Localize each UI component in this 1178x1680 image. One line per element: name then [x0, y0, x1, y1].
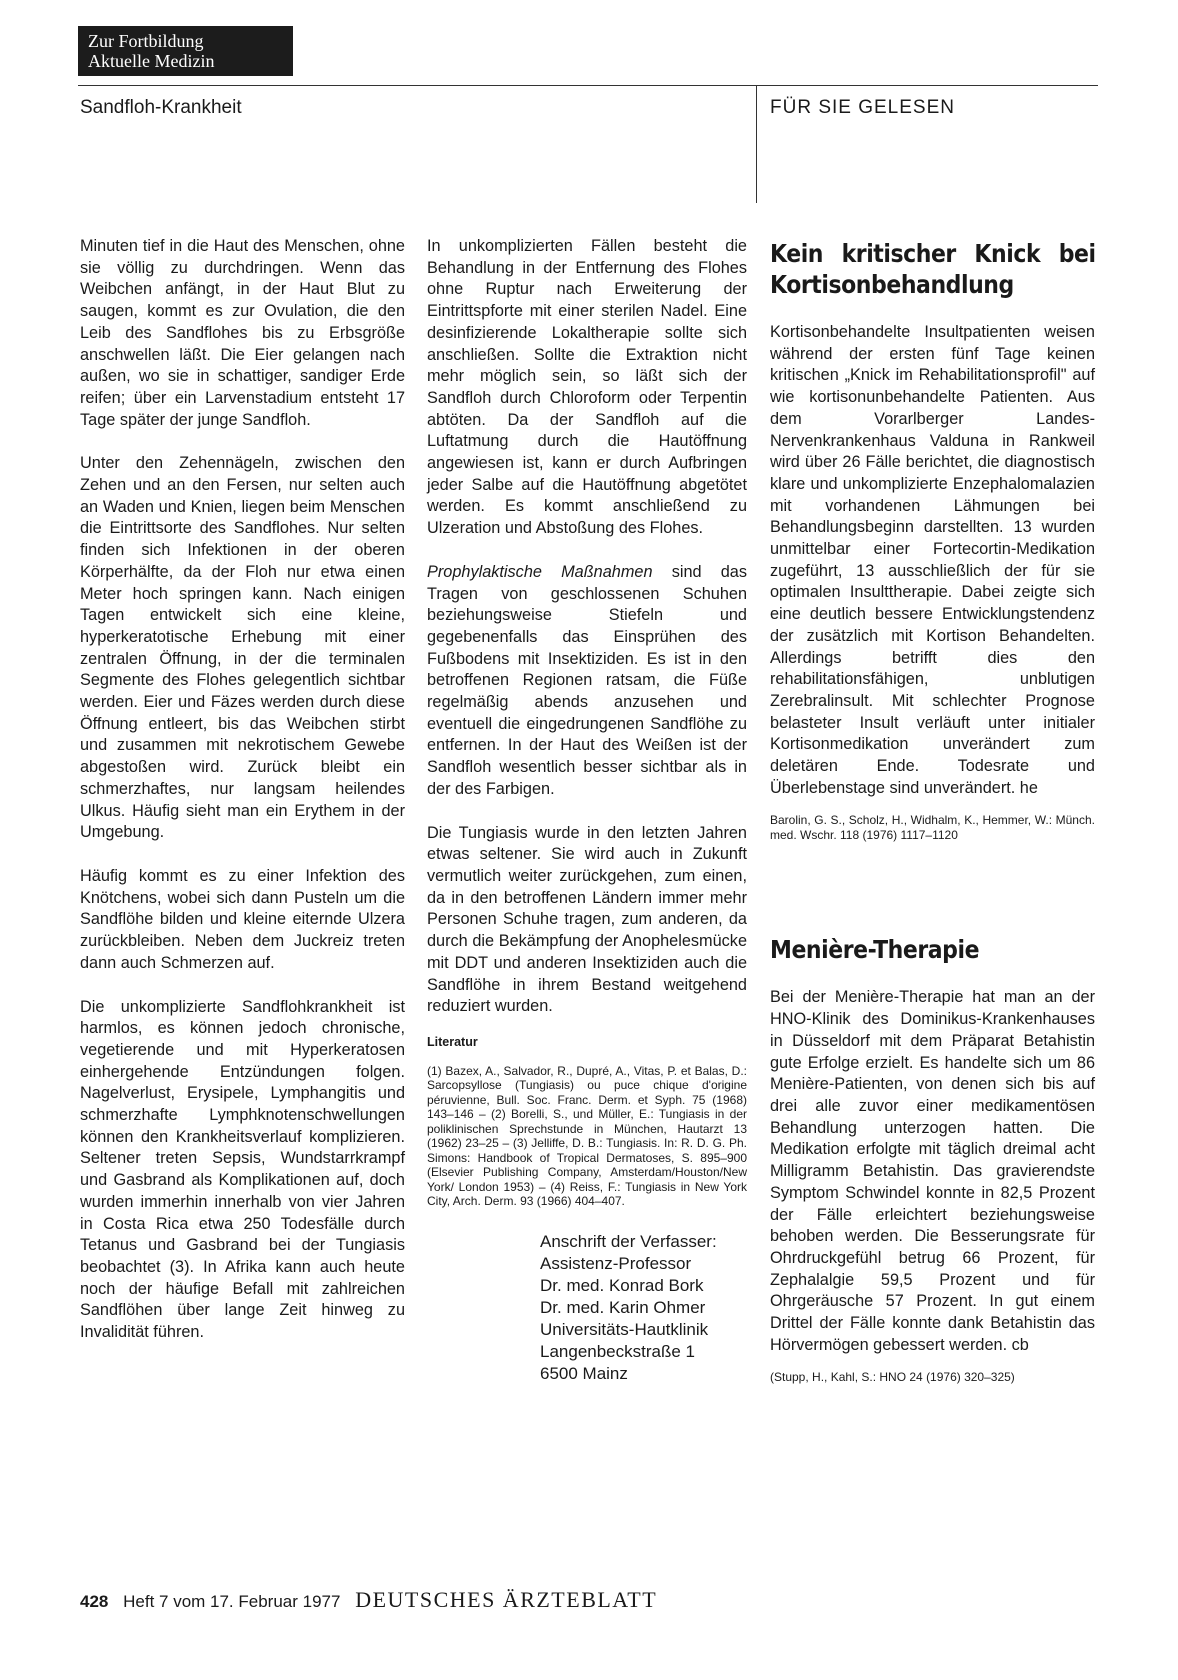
address-line: Dr. med. Karin Ohmer [540, 1297, 706, 1317]
article-column-3 [770, 238, 1095, 1407]
address-line: Anschrift der Verfasser: [540, 1231, 717, 1251]
address-line: Dr. med. Konrad Bork [540, 1275, 704, 1295]
address-line: Langenbeckstraße 1 [540, 1341, 695, 1361]
page-number: 428 [80, 1592, 109, 1611]
reference: (Stupp, H., Kahl, S.: HNO 24 (1976) 320–325) [770, 1370, 1015, 1385]
section-title: Sandfloh-Krankheit [80, 97, 242, 118]
address-line: Assistenz-Professor [540, 1253, 692, 1273]
journal-name: DEUTSCHES ÄRZTEBLATT [355, 1587, 658, 1612]
paragraph: In unkomplizierten Fällen besteht die Behandlung in der Entfernung des Flohes ohne Ruptur nach Erweiterung der Eintrittspforte mit einer sterilen Nadel. Eine desinfizierende Lokaltherapie sollte sich anschließen. Sollte die Extraktion nicht mehr möglich sein, so läßt sich der Sandfloh durch Chloroform oder Terpentin abtöten. Da der Sandfloh auf die Luftatmung durch die Hautöffnung angewiesen ist, kann er durch Aufbringen jeder Salbe auf die Hautöffnung abgetötet werden. Es kommt anschließend zu Ulzeration und Abstoßung des Flohes. [427, 237, 747, 538]
section-title-right: FÜR SIE GELESEN [770, 97, 955, 118]
badge-line-1: Zur Fortbildung [88, 31, 204, 51]
paragraph: Unter den Zehennägeln, zwischen den Zehen und an den Fersen, nur selten auch an Waden und Knien, liegen beim Menschen die Eintrittsorte des Sandflohes. Nur selten finden sich Infektionen in der oberen Körperhälfte, da der Floh nur etwa einen Meter hoch springen kann. Nach einigen Tagen entwickelt sich eine kleine, hyperkeratotische Erhebung mit einer zentralen Öffnung, in der die terminalen Segmente des Flohes gelegentlich sichtbar werden. Eier und Fäzes werden durch diese Öffnung entleert, bis das Weibchen stirbt und zusammen mit nekrotischem Gewebe abgestoßen wird. Zurück bleibt ein schmerzhaftes, nur langsam heilendes Ulkus. Häufig sieht man ein Erythem in der Umgebung. [80, 454, 405, 842]
column-divider [756, 85, 757, 203]
author-address [540, 1231, 747, 1385]
issue-info: Heft 7 vom 17. Februar 1977 [123, 1592, 341, 1611]
headline-kortison: Kein kritischer Knick bei Kortisonbehandlung [770, 239, 1096, 299]
paragraph: Minuten tief in die Haut des Menschen, ohne sie völlig zu durchdringen. Wenn das Weibchen anfängt, in der Haut Blut zu saugen, kommt es zur Ovulation, die den Leib des Sandflohes bis zu Erbsgröße anschwellen läßt. Die Eier gelangen nach außen, wo sie in schattiger, sandiger Erde reifen; über ein Larvenstadium entsteht 17 Tage später der junge Sandfloh. [80, 237, 405, 429]
paragraph [427, 562, 747, 801]
article-column-2 [427, 236, 747, 1385]
address-line: 6500 Mainz [540, 1363, 628, 1383]
reference: Barolin, G. S., Scholz, H., Widhalm, K., Hemmer, W.: Münch. med. Wschr. 118 (1976) 1117–1120 [770, 813, 1095, 842]
paragraph: Bei der Menière-Therapie hat man an der HNO-Klinik des Dominikus-Krankenhauses in Düsseldorf mit dem Präparat Betahistin gute Erfolge erzielt. Es handelte sich um 86 Menière-Patienten, von denen sich bis auf drei alle zuvor einer medikamentösen Behandlung unterzogen hatten. Die Medikation erfolgte mit täglich dreimal acht Milligramm Betahistin. Das gravierendste Symptom Schwindel konnte in 82,5 Prozent der Fälle erleichtert beziehungsweise behoben werden. Die Besserungsrate für Ohrdruckgefühl betrug 66 Prozent, für Zephalalgie 59,5 Prozent und für Ohrgeräusche 57 Prozent. In gut einem Drittel der Fälle konnte dank Betahistin das Hörvermögen gebessert werden. cb [770, 988, 1095, 1354]
paragraph-text: sind das Tragen von geschlossenen Schuhen beziehungsweise Stiefeln und gegebenenfalls das Einsprühen des Fußbodens mit Insektiziden. Es ist in den betroffenen Regionen ratsam, die Füße regelmäßig abends anzusehen und eventuell die eingedrungenen Sandflöhe zu entfernen. In der Haut des Weißen ist der Sandfloh wesentlich besser sichtbar als in der des Farbigen. [427, 562, 747, 798]
series-badge [78, 26, 293, 76]
page-footer [80, 1587, 657, 1613]
literature-heading: Literatur [427, 1034, 478, 1049]
paragraph: Die unkomplizierte Sandflohkrankheit ist harmlos, es können jedoch chronische, vegetierende und mit Hyperkeratosen einhergehende Entzündungen folgen. Nagelverlust, Erysipele, Lymphangitis und schmerzhafte Lymphknotenschwellungen können den Krankheitsverlauf komplizieren. Seltener treten Sepsis, Wundstarrkrampf und Gasbrand als Komplikationen auf, doch wurden immerhin innerhalb von vier Jahren in Costa Rica etwa 250 Todesfälle durch Tetanus und Gasbrand bei der Tungiasis beobachtet (3). In Afrika kann auch heute noch der häufige Befall mit zahlreichen Sandflöhen über lange Zeit hinweg zu Invalidität führen. [80, 997, 405, 1342]
paragraph: Die Tungiasis wurde in den letzten Jahren etwas seltener. Sie wird auch in Zukunft vermutlich weiter zurückgehen, zum einen, da in den betroffenen Ländern immer mehr Personen Schuhe tragen, zum anderen, da durch die Bekämpfung der Anophelesmücke mit DDT und anderen Insektiziden auch die Sandflöhe in ihrem Bestand weitgehend reduziert wurden. [427, 823, 747, 1016]
paragraph: Kortisonbehandelte Insultpatienten weisen während der ersten fünf Tage keinen kritischen „Knick im Rehabilitationsprofil" auf wie kortisonunbehandelte Patienten. Aus dem Vorarlberger Landes-Nervenkrankenhaus Valduna in Rankweil wird über 26 Fälle berichtet, die diagnostisch klare und unkomplizierte Enzephalomalazien mit vorhandenen Lähmungen bei Behandlungsbeginn darstellten. 13 wurden unmittelbar einer Fortecortin-Medikation zugeführt, 13 ausschließlich der für sie optimalen Insulttherapie. Dabei zeigte sich eine deutlich bessere Entwicklungstendenz der zusätzlich mit Kortison Behandelten. Allerdings betrifft dies den rehabilitationsfähigen, unblutigen Zerebralinsult. Mit schlechter Prognose belasteter Insult verläuft unter initialer Kortisonmedikation unverändert zum deletären Ende. Todesrate und Überlebenstage sind unverändert. he [770, 323, 1095, 797]
headline-meniere: Menière-Therapie [770, 935, 980, 965]
badge-line-2: Aktuelle Medizin [88, 51, 215, 71]
article-column-1 [80, 236, 405, 1366]
italic-lead: Prophylaktische Maßnahmen [427, 562, 653, 581]
spacer [770, 864, 1095, 934]
paragraph: Häufig kommt es zu einer Infektion des Knötchens, wobei sich dann Pusteln um die Sandflöhe bilden und kleine eiternde Ulzera zurückbleiben. Neben dem Juckreiz treten dann auch Schmerzen auf. [80, 866, 405, 972]
address-line: Universitäts-Hautklinik [540, 1319, 709, 1339]
literature-list: (1) Bazex, A., Salvador, R., Dupré, A., Vitas, P. et Balas, D.: Sarcopsyllose (Tungiasis) ou puce chique d'origine péruvienne, Bull. Soc. Franc. Derm. et Syph. 75 (1968) 143–146 – (2) Borelli, S., und Müller, E.: Tungiasis in der poliklinischen Sprechstunde in München, Hautarzt 13 (1962) 23–25 – (3) Jelliffe, D. B.: Tungiasis. In: R. D. G. Ph. Simons: Handbook of Tropical Dermatoses, S. 895–900 (Elsevier Publishing Company, Amsterdam/Houston/New York/ London 1953) – (4) Reiss, F.: Tungiasis in New York City, Arch. Derm. 93 (1966) 404–407. [427, 1063, 747, 1209]
header-rule [78, 85, 1098, 86]
